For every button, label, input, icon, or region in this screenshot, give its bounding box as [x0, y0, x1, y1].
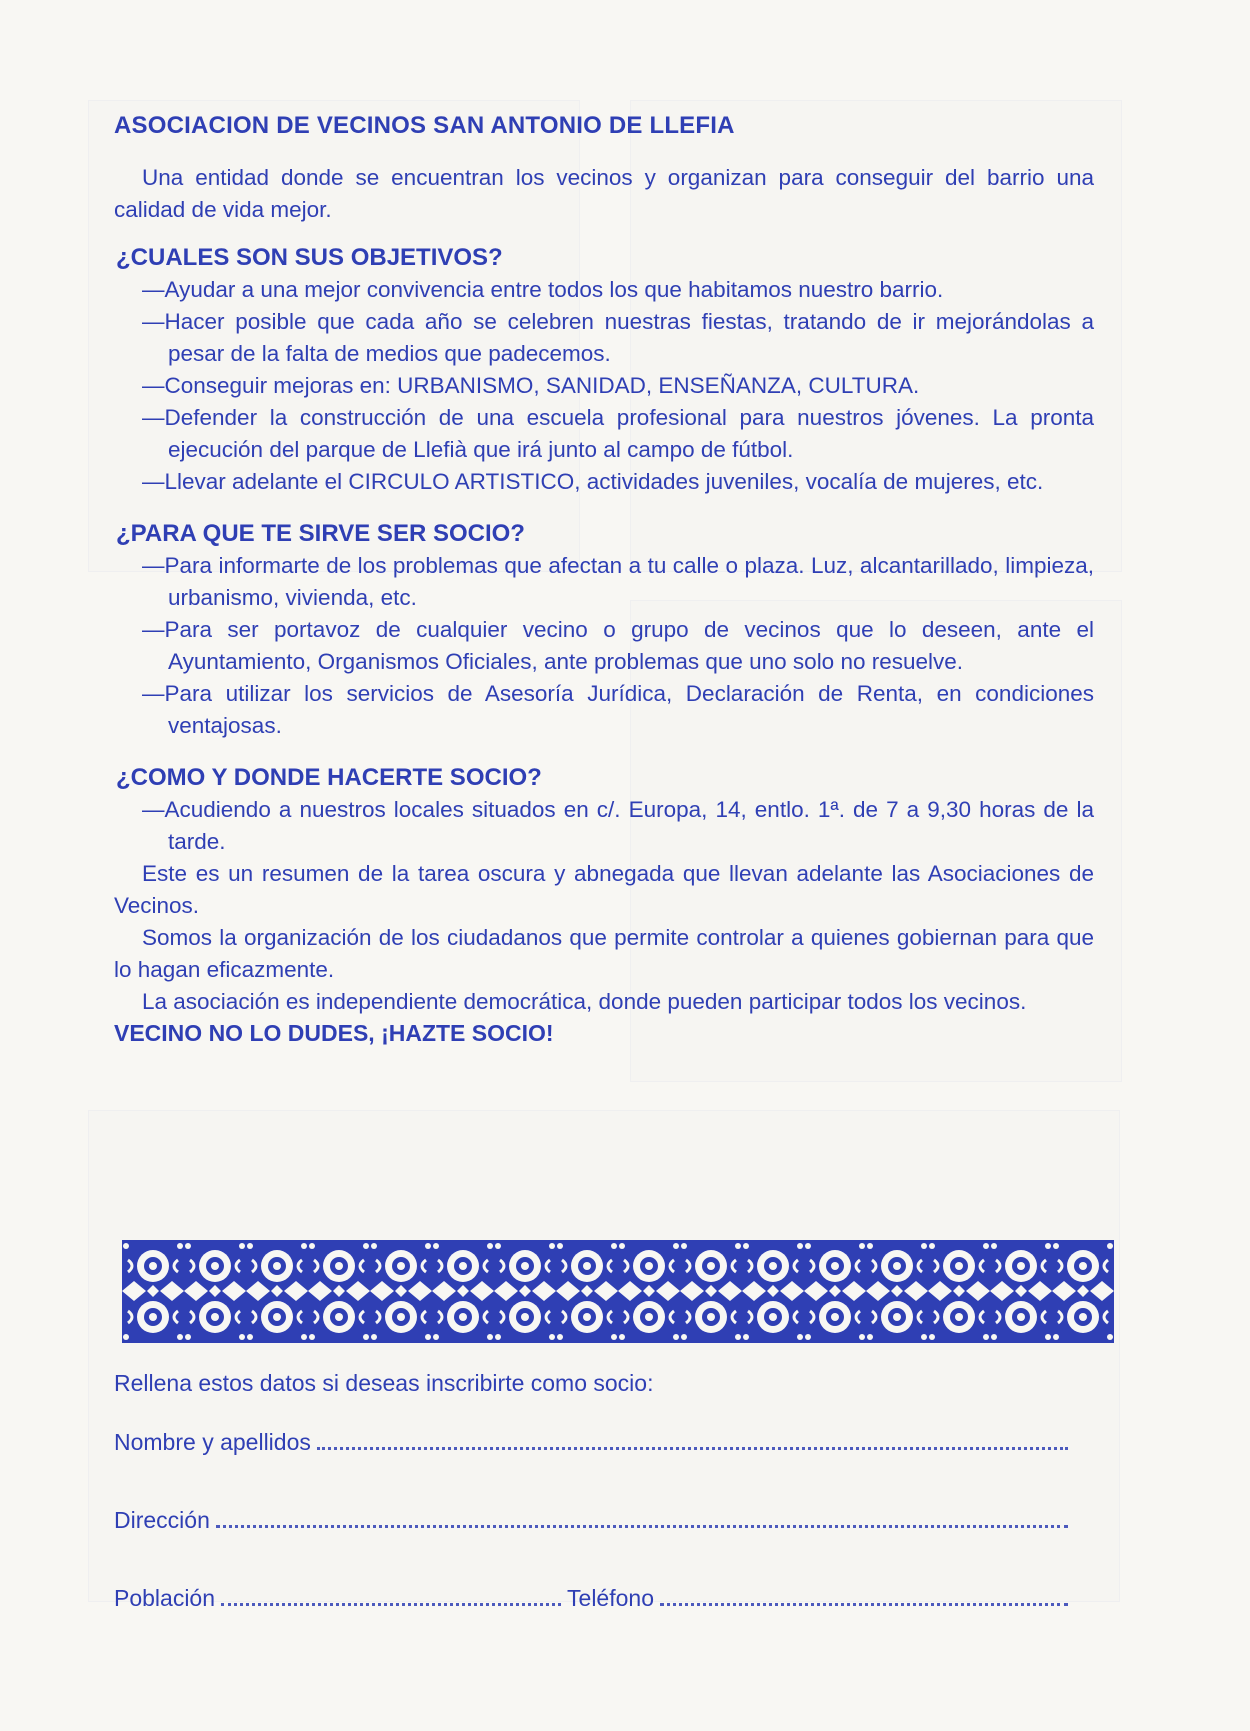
- list-item: — Para informarte de los problemas que afectan a tu calle o plaza. Luz, alcantarillado, limpieza, urbanismo, vivienda, etc.: [114, 550, 1094, 614]
- benefits-list: [114, 550, 1094, 742]
- join-heading: ¿COMO Y DONDE HACERTE SOCIO?: [116, 764, 542, 791]
- list-item: — Defender la construcción de una escuela profesional para nuestros jóvenes. La pronta ejecución del parque de Llefià que irá junto al campo de fútbol.: [114, 402, 1094, 466]
- list-item: — Acudiendo a nuestros locales situados en c/. Europa, 14, entlo. 1ª. de 7 a 9,30 horas de la tarde.: [114, 794, 1094, 858]
- name-label: Nombre y apellidos: [114, 1429, 311, 1455]
- closing-paragraph: Este es un resumen de la tarea oscura y abnegada que llevan adelante las Asociaciones de Vecinos.: [114, 861, 1094, 918]
- benefits-heading: ¿PARA QUE TE SIRVE SER SOCIO?: [116, 520, 525, 547]
- address-label: Dirección: [114, 1507, 210, 1533]
- list-item: — Para utilizar los servicios de Asesoría Jurídica, Declaración de Renta, en condiciones ventajosas.: [114, 678, 1094, 742]
- town-phone-row: [114, 1585, 1074, 1663]
- town-field[interactable]: [221, 1603, 561, 1606]
- name-row: [114, 1429, 1074, 1507]
- list-item: — Ayudar a una mejor convivencia entre todos los que habitamos nuestro barrio.: [114, 274, 1094, 306]
- main-text: [114, 112, 1094, 1047]
- objectives-list: [114, 274, 1094, 498]
- membership-form: [114, 1370, 1074, 1663]
- address-field[interactable]: [216, 1525, 1068, 1528]
- slogan: VECINO NO LO DUDES, ¡HAZTE SOCIO!: [114, 1020, 554, 1046]
- intro-paragraph: Una entidad donde se encuentran los vecinos y organizan para conseguir del barrio una calidad de vida mejor.: [114, 165, 1094, 222]
- name-field[interactable]: [317, 1447, 1068, 1450]
- town-label: Población: [114, 1585, 216, 1611]
- list-item: — Conseguir mejoras en: URBANISMO, SANIDAD, ENSEÑANZA, CULTURA.: [114, 370, 1094, 402]
- phone-field[interactable]: [660, 1603, 1068, 1606]
- objectives-heading: ¿CUALES SON SUS OBJETIVOS?: [116, 244, 503, 271]
- closing-paragraph: Somos la organización de los ciudadanos que permite controlar a quienes gobiernan para que lo hagan eficazmente.: [114, 925, 1094, 982]
- closing-paragraph: La asociación es independiente democrática, donde pueden participar todos los vecinos.: [142, 989, 1027, 1014]
- list-item: — Llevar adelante el CIRCULO ARTISTICO, actividades juveniles, vocalía de mujeres, etc.: [114, 466, 1094, 498]
- list-item: — Hacer posible que cada año se celebren nuestras fiestas, tratando de ir mejorándolas a pesar de la falta de medios que padecemos.: [114, 306, 1094, 370]
- phone-label: Teléfono: [567, 1585, 654, 1611]
- form-intro: Rellena estos datos si deseas inscribirte como socio:: [114, 1370, 654, 1396]
- address-row: [114, 1507, 1074, 1585]
- page-title: ASOCIACION DE VECINOS SAN ANTONIO DE LLEFIA: [114, 112, 735, 139]
- join-list: [114, 794, 1094, 858]
- list-item: — Para ser portavoz de cualquier vecino o grupo de vecinos que lo deseen, ante el Ayuntamiento, Organismos Oficiales, ante problemas que uno solo no resuelve.: [114, 614, 1094, 678]
- ornamental-border: [122, 1240, 1114, 1343]
